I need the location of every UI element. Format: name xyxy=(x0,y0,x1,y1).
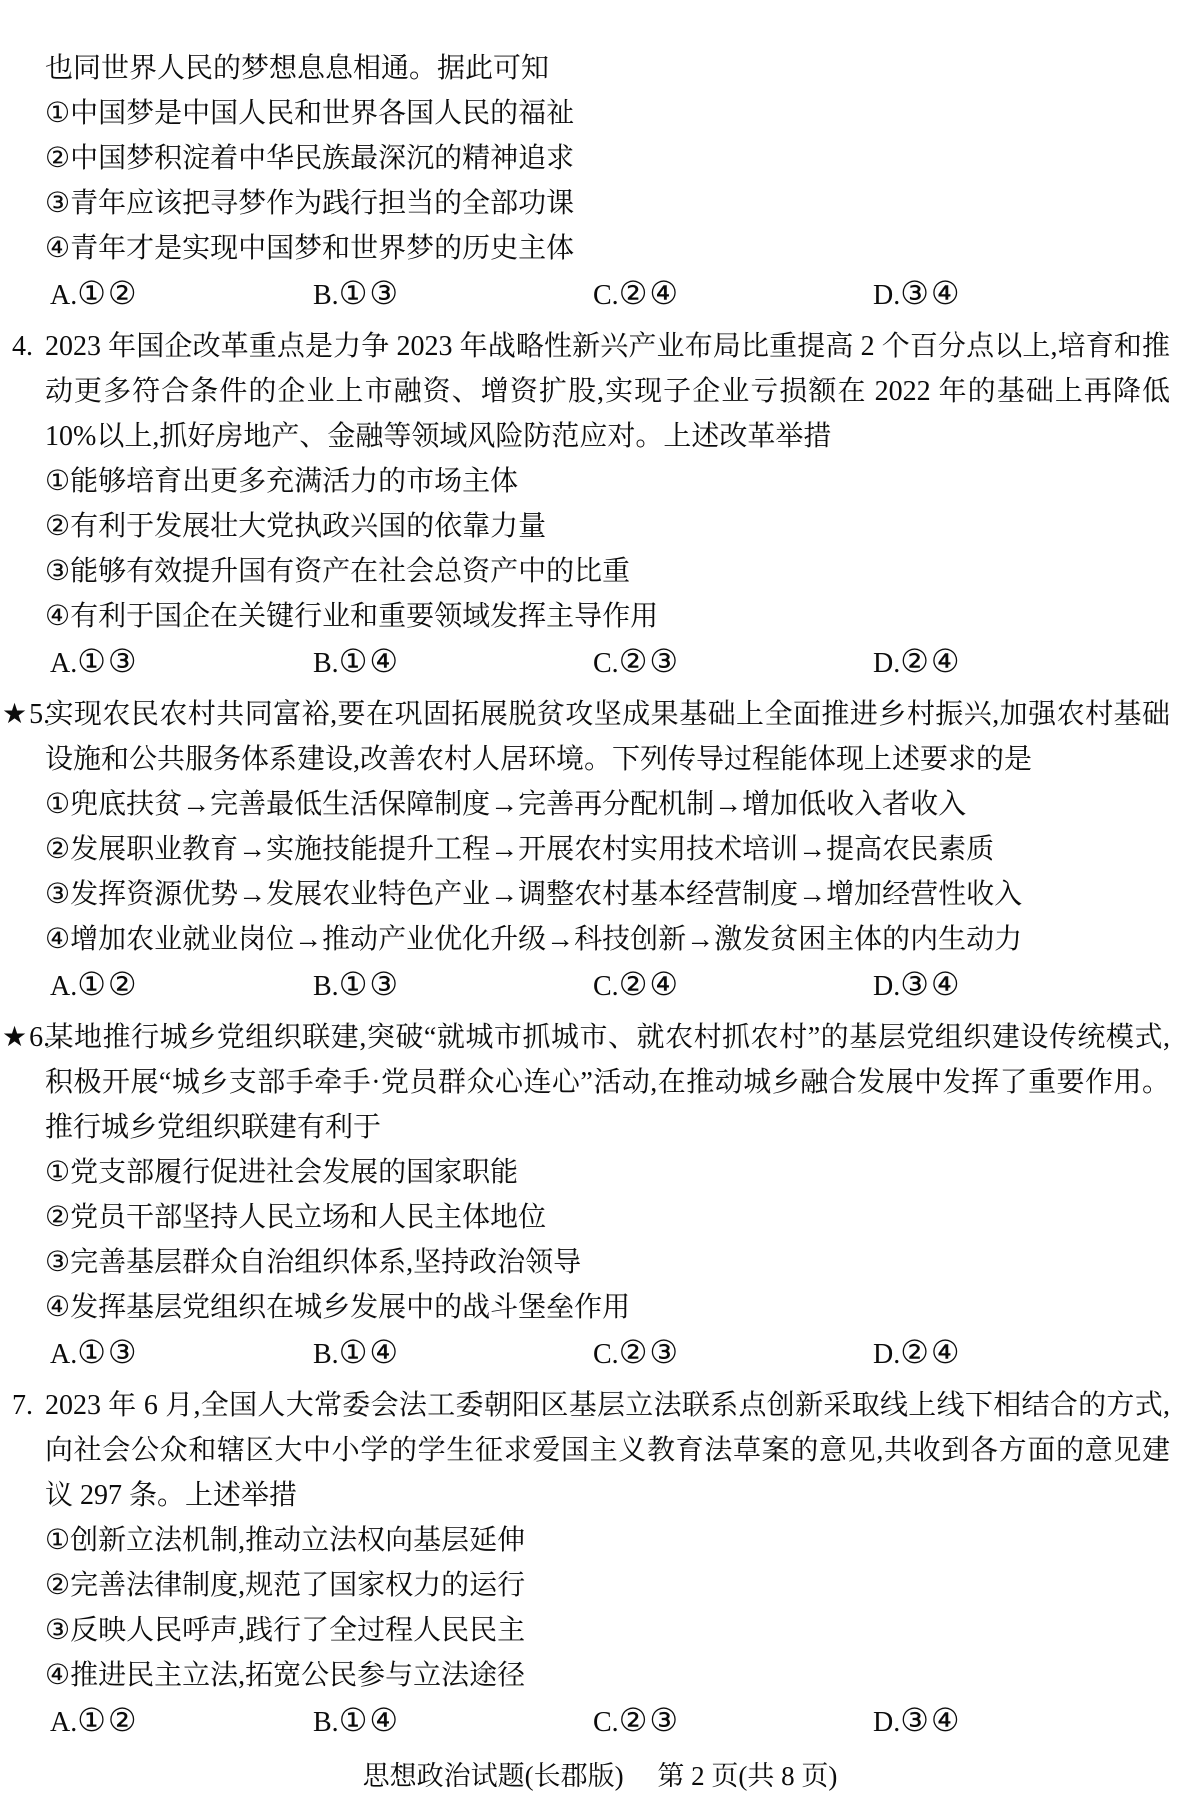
question-number xyxy=(12,1383,45,1428)
option-label: D. xyxy=(873,648,901,679)
question-7 xyxy=(10,1383,1170,1745)
question-number xyxy=(2,1015,51,1060)
option-label: D. xyxy=(873,971,901,1002)
answer-option-b xyxy=(313,1698,593,1745)
option-value: ①③ xyxy=(77,643,139,679)
option-value: ①④ xyxy=(338,643,401,679)
answer-option-c xyxy=(593,962,873,1009)
answer-option-b xyxy=(313,639,593,686)
question-number xyxy=(12,324,45,369)
option-label: D. xyxy=(873,1707,901,1738)
option-value: ②④ xyxy=(618,966,681,1002)
question-3-continuation xyxy=(10,46,1170,318)
option-label: D. xyxy=(873,280,901,311)
answer-option-b xyxy=(313,1330,593,1377)
answer-option-b xyxy=(313,962,593,1009)
question-number-text: 4. xyxy=(12,331,33,362)
options-row xyxy=(10,271,1170,318)
answer-option-c xyxy=(593,1330,873,1377)
question-item: ②中国梦积淀着中华民族最深沉的精神追求 xyxy=(45,143,575,174)
option-label: B. xyxy=(313,1707,339,1738)
question-item: ①兜底扶贫→完善最低生活保障制度→完善再分配机制→增加低收入者收入 xyxy=(45,789,967,820)
answer-option-d xyxy=(873,639,1170,686)
option-label: C. xyxy=(593,648,619,679)
answer-option-d xyxy=(873,1698,1170,1745)
question-stem-text: 2023 年 6 月,全国人大常委会法工委朝阳区基层立法联系点创新采取线上线下相结合的方式,向社会公众和辖区大中小学的学生征求爱国主义教育法草案的意见,共收到各方面的意见建议 297 条。上述举措 xyxy=(45,1390,1170,1511)
option-value: ①③ xyxy=(338,966,401,1002)
question-item: ①创新立法机制,推动立法权向基层延伸 xyxy=(45,1525,526,1556)
answer-option-b xyxy=(313,271,593,318)
question-item: ④发挥基层党组织在城乡发展中的战斗堡垒作用 xyxy=(45,1292,631,1323)
option-value: ①④ xyxy=(338,1334,401,1370)
option-value: ③④ xyxy=(900,966,962,1002)
option-label: A. xyxy=(50,1339,78,1370)
answer-option-a xyxy=(50,962,313,1009)
answer-option-d xyxy=(873,1330,1170,1377)
answer-option-a xyxy=(50,1698,313,1745)
option-label: A. xyxy=(50,280,78,311)
option-value: ①② xyxy=(77,966,139,1002)
question-stem xyxy=(12,1383,1170,1518)
option-label: B. xyxy=(313,1339,339,1370)
option-label: B. xyxy=(313,971,339,1002)
options-row xyxy=(10,1330,1170,1377)
question-stem xyxy=(2,1015,1170,1150)
question-item: ④有利于国企在关键行业和重要领域发挥主导作用 xyxy=(45,601,659,632)
option-label: C. xyxy=(593,971,619,1002)
question-item: ②完善法律制度,规范了国家权力的运行 xyxy=(45,1570,526,1601)
option-value: ②③ xyxy=(618,643,681,679)
option-label: C. xyxy=(593,280,619,311)
answer-option-c xyxy=(593,1698,873,1745)
option-value: ①④ xyxy=(338,1702,401,1738)
option-value: ②④ xyxy=(900,643,962,679)
question-item: ①党支部履行促进社会发展的国家职能 xyxy=(45,1157,519,1188)
question-item: ③能够有效提升国有资产在社会总资产中的比重 xyxy=(45,556,631,587)
question-stem-text: 2023 年国企改革重点是力争 2023 年战略性新兴产业布局比重提高 2 个百分点以上,培育和推动更多符合条件的企业上市融资、增资扩股,实现子企业亏损额在 2022 年的基础上再降低 10%以上,抓好房地产、金融等领域风险防范应对。上述改革举措 xyxy=(45,331,1170,452)
star-icon: ★ xyxy=(2,1022,30,1053)
answer-option-a xyxy=(50,1330,313,1377)
option-value: ③④ xyxy=(900,1702,962,1738)
question-number-text: 6. xyxy=(29,1022,51,1053)
answer-option-d xyxy=(873,962,1170,1009)
options-row xyxy=(10,1698,1170,1745)
option-label: B. xyxy=(313,280,339,311)
answer-option-a xyxy=(50,271,313,318)
question-item: ③反映人民呼声,践行了全过程人民民主 xyxy=(45,1615,526,1646)
option-value: ①② xyxy=(77,275,139,311)
answer-option-c xyxy=(593,639,873,686)
options-row xyxy=(10,962,1170,1009)
answer-option-c xyxy=(593,271,873,318)
option-label: A. xyxy=(50,1707,78,1738)
question-item: ④青年才是实现中国梦和世界梦的历史主体 xyxy=(45,233,575,264)
option-value: ③④ xyxy=(900,275,962,311)
answer-option-d xyxy=(873,271,1170,318)
question-stem-text: 某地推行城乡党组织联建,突破“就城市抓城市、就农村抓农村”的基层党组织建设传统模式,积极开展“城乡支部手牵手·党员群众心连心”活动,在推动城乡融合发展中发挥了重要作用。推行城乡党组织联建有利于 xyxy=(45,1022,1170,1143)
question-stem xyxy=(2,692,1170,782)
option-label: C. xyxy=(593,1339,619,1370)
question-stem-text: 实现农民农村共同富裕,要在巩固拓展脱贫攻坚成果基础上全面推进乡村振兴,加强农村基础设施和公共服务体系建设,改善农村人居环境。下列传导过程能体现上述要求的是 xyxy=(45,699,1170,775)
question-item: ②党员干部坚持人民立场和人民主体地位 xyxy=(45,1202,547,1233)
option-label: D. xyxy=(873,1339,901,1370)
question-item: ④增加农业就业岗位→推动产业优化升级→科技创新→激发贫困主体的内生动力 xyxy=(45,924,1023,955)
options-row xyxy=(10,639,1170,686)
option-value: ②③ xyxy=(618,1702,681,1738)
question-item: ③完善基层群众自治组织体系,坚持政治领导 xyxy=(45,1247,582,1278)
option-label: A. xyxy=(50,971,78,1002)
question-item: ③发挥资源优势→发展农业特色产业→调整农村基本经营制度→增加经营性收入 xyxy=(45,879,1023,910)
option-value: ①③ xyxy=(77,1334,139,1370)
question-item: ④推进民主立法,拓宽公民参与立法途径 xyxy=(45,1660,526,1691)
question-number xyxy=(2,692,51,737)
option-value: ①② xyxy=(77,1702,139,1738)
question-stem xyxy=(12,324,1170,459)
option-value: ②③ xyxy=(618,1334,681,1370)
question-4 xyxy=(10,324,1170,686)
question-6 xyxy=(2,1015,1170,1377)
option-value: ②④ xyxy=(900,1334,962,1370)
question-stem: 也同世界人民的梦想息息相通。据此可知 xyxy=(45,53,550,84)
question-item: ②有利于发展壮大党执政兴国的依靠力量 xyxy=(45,511,547,542)
option-value: ②④ xyxy=(618,275,681,311)
option-label: A. xyxy=(50,648,78,679)
question-5 xyxy=(2,692,1170,1009)
question-number-text: 5. xyxy=(29,699,51,730)
question-item: ②发展职业教育→实施技能提升工程→开展农村实用技术培训→提高农民素质 xyxy=(45,834,995,865)
question-item: ①中国梦是中国人民和世界各国人民的福祉 xyxy=(45,98,575,129)
star-icon: ★ xyxy=(2,699,30,730)
option-value: ①③ xyxy=(338,275,401,311)
question-item: ①能够培育出更多充满活力的市场主体 xyxy=(45,466,519,497)
option-label: C. xyxy=(593,1707,619,1738)
question-item: ③青年应该把寻梦作为践行担当的全部功课 xyxy=(45,188,575,219)
page-footer: 思想政治试题(长郡版) 第 2 页(共 8 页) xyxy=(362,1761,838,1791)
answer-option-a xyxy=(50,639,313,686)
question-number-text: 7. xyxy=(12,1390,33,1421)
option-label: B. xyxy=(313,648,339,679)
